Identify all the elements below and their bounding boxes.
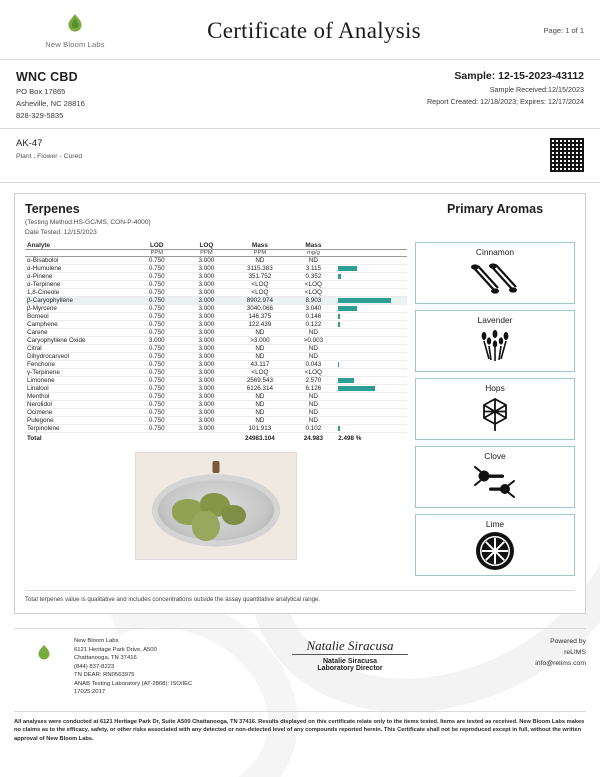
cell-loq: 3.000: [182, 345, 232, 353]
cell-mass-ppm: ND: [231, 393, 288, 401]
cell-lod: 0.750: [132, 425, 182, 433]
table-row: [25, 273, 407, 281]
cell-mass-ppm: ND: [231, 409, 288, 417]
plate-handle: [213, 461, 220, 473]
aroma-name: Clove: [484, 451, 506, 461]
cell-loq: 3.000: [182, 265, 232, 273]
unit-analyte: [25, 250, 132, 257]
cell-bar: [338, 321, 407, 329]
cell-bar: [338, 313, 407, 321]
cell-mass-mgg: 2.570: [289, 377, 339, 385]
cell-mass-mgg: ND: [289, 409, 339, 417]
cell-loq: 3.000: [182, 313, 232, 321]
table-row: [25, 265, 407, 273]
lab-address-1: 6121 Heritage Park Drive, A500: [74, 646, 157, 653]
lab-name: New Bloom Labs: [74, 638, 119, 644]
client-block: [16, 70, 427, 120]
cell-loq: 3.000: [182, 337, 232, 345]
cell-lod: 0.750: [132, 385, 182, 393]
cell-analyte: Ocimene: [25, 409, 132, 417]
cell-mass-ppm: ND: [231, 329, 288, 337]
leaf-icon: [33, 643, 55, 665]
flower-bud: [222, 505, 246, 525]
cell-lod: 0.750: [132, 353, 182, 361]
table-row: [25, 361, 407, 369]
cell-bar: [338, 425, 407, 433]
cell-analyte: Nerolidol: [25, 401, 132, 409]
sample-id: Sample: 12-15-2023-43112: [454, 70, 584, 82]
cell-loq: 3.000: [182, 401, 232, 409]
total-loq: [182, 433, 232, 443]
cell-mass-mgg: ND: [289, 329, 339, 337]
value-bar: [338, 322, 340, 327]
cell-loq: 3.000: [182, 361, 232, 369]
cell-loq: 3.000: [182, 281, 232, 289]
terpenes-date-tested: Date Tested: 12/15/2023: [25, 229, 97, 236]
cell-mass-ppm: 3115.383: [231, 265, 288, 273]
cell-lod: 0.750: [132, 281, 182, 289]
cell-mass-ppm: <LOQ: [231, 289, 288, 297]
table-row: [25, 313, 407, 321]
cell-mass-mgg: ND: [289, 257, 339, 265]
cell-bar: [338, 329, 407, 337]
cell-analyte: Camphene: [25, 321, 132, 329]
value-bar: [338, 386, 375, 391]
aroma-name: Cinnamon: [475, 247, 515, 257]
cell-lod: 0.750: [132, 313, 182, 321]
cell-analyte: Linalool: [25, 385, 132, 393]
cell-mass-ppm: ND: [231, 417, 288, 425]
table-row: [25, 257, 407, 265]
leaf-icon: [62, 12, 88, 38]
client-sample-info: [0, 60, 600, 129]
page-indicator: Page: 1 of 1: [543, 26, 584, 35]
col-loq: LOQ: [182, 242, 232, 250]
cell-mass-ppm: ND: [231, 353, 288, 361]
cell-mass-mgg: ND: [289, 345, 339, 353]
cell-mass-ppm: >3.000: [231, 337, 288, 345]
cell-analyte: β-Myrcene: [25, 305, 132, 313]
cell-lod: 0.750: [132, 417, 182, 425]
page-title: Certificate of Analysis: [207, 17, 421, 43]
cell-bar: [338, 273, 407, 281]
value-bar: [338, 426, 340, 431]
unit-bar: [338, 250, 407, 257]
col-mass-ppm: Mass: [231, 242, 288, 250]
brand-logo: [16, 12, 134, 49]
col-mass-mgg: Mass: [289, 242, 339, 250]
cell-lod: 0.750: [132, 273, 182, 281]
cell-lod: 0.750: [132, 305, 182, 313]
aroma-card: [415, 378, 575, 440]
document-footer: [14, 628, 586, 697]
table-row: [25, 425, 407, 433]
cell-lod: 0.750: [132, 409, 182, 417]
cell-lod: 3.000: [132, 337, 182, 345]
powered-by-email[interactable]: info@relims.com: [535, 659, 586, 667]
total-label: Total: [25, 433, 132, 443]
client-name: WNC CBD: [16, 70, 78, 84]
value-bar: [338, 314, 340, 319]
table-row: [25, 369, 407, 377]
cell-loq: 3.000: [182, 289, 232, 297]
strain-block: [16, 138, 550, 160]
cell-bar: [338, 361, 407, 369]
unit-loq: PPM: [182, 250, 232, 257]
lavender-sprig-icon: [472, 327, 518, 367]
cell-bar: [338, 417, 407, 425]
table-row: [25, 289, 407, 297]
strain-info: [0, 129, 600, 183]
terpenes-title: Terpenes: [25, 202, 80, 216]
cell-analyte: β-Caryophyllene: [25, 297, 132, 305]
aroma-name: Lime: [485, 519, 505, 529]
client-phone: 828-329-5835: [16, 111, 64, 120]
terpenes-table-body: [25, 257, 407, 443]
total-mass-ppm: 24983.104: [231, 433, 288, 443]
cell-analyte: α-Pinene: [25, 273, 132, 281]
cell-lod: 0.750: [132, 369, 182, 377]
total-mass-mgg: 24.983: [289, 433, 339, 443]
cell-mass-ppm: ND: [231, 401, 288, 409]
table-row: [25, 377, 407, 385]
cell-mass-mgg: <LOQ: [289, 281, 339, 289]
table-row: [25, 337, 407, 345]
aroma-card: [415, 242, 575, 304]
table-row: [25, 417, 407, 425]
cell-bar: [338, 377, 407, 385]
cell-loq: 3.000: [182, 353, 232, 361]
table-row: [25, 393, 407, 401]
cell-loq: 3.000: [182, 321, 232, 329]
strain-type: Plant , Flower - Cured: [16, 153, 83, 160]
terpenes-table-wrap: [25, 242, 415, 582]
table-row: [25, 385, 407, 393]
cell-lod: 0.750: [132, 265, 182, 273]
terpenes-footnote: Total terpenes value is qualitative and includes concentrations outside the assay quantitative analytical range.: [25, 590, 575, 603]
clove-bud-icon: [472, 463, 518, 503]
cell-mass-ppm: <LOQ: [231, 281, 288, 289]
cell-mass-mgg: ND: [289, 353, 339, 361]
table-row: [25, 409, 407, 417]
cell-analyte: Citral: [25, 345, 132, 353]
value-bar: [338, 298, 391, 303]
cell-mass-mgg: 0.146: [289, 313, 339, 321]
cell-loq: 3.000: [182, 417, 232, 425]
cell-lod: 0.750: [132, 329, 182, 337]
cell-bar: [338, 281, 407, 289]
cell-bar: [338, 409, 407, 417]
cell-loq: 3.000: [182, 377, 232, 385]
cell-mass-mgg: 8.903: [289, 297, 339, 305]
table-total-row: [25, 433, 407, 443]
cell-loq: 3.000: [182, 393, 232, 401]
cell-analyte: Caryophyllene Oxide: [25, 337, 132, 345]
cell-analyte: Limonene: [25, 377, 132, 385]
cell-mass-mgg: 6.126: [289, 385, 339, 393]
table-row: [25, 297, 407, 305]
terpenes-table: [25, 242, 407, 442]
signature-block: [224, 637, 476, 672]
cell-loq: 3.000: [182, 297, 232, 305]
cell-mass-mgg: <LOQ: [289, 289, 339, 297]
cell-loq: 3.000: [182, 305, 232, 313]
cell-lod: 0.750: [132, 361, 182, 369]
cell-mass-ppm: 6126.314: [231, 385, 288, 393]
cell-mass-ppm: ND: [231, 257, 288, 265]
sample-photo: [135, 452, 297, 560]
cell-mass-mgg: 3.115: [289, 265, 339, 273]
value-bar: [338, 378, 354, 383]
lab-accreditation: ANAB Testing Laboratory (AT-2868): ISO/IEC 17025:2017: [74, 680, 193, 696]
table-header-row: [25, 242, 407, 250]
col-analyte: Analyte: [25, 242, 132, 250]
client-address-2: Asheville, NC 28816: [16, 99, 85, 108]
cell-loq: 3.000: [182, 409, 232, 417]
cell-lod: 0.750: [132, 345, 182, 353]
cell-bar: [338, 385, 407, 393]
table-row: [25, 345, 407, 353]
cell-bar: [338, 345, 407, 353]
signature-image: Natalie Siracusa: [292, 639, 407, 655]
unit-mgg: mg/g: [289, 250, 339, 257]
sample-photo-wrap: [25, 452, 407, 560]
cell-analyte: α-Terpinene: [25, 281, 132, 289]
cell-mass-mgg: 0.043: [289, 361, 339, 369]
cell-lod: 0.750: [132, 321, 182, 329]
terpenes-method: (Testing Method:HS-GC/MS, CON-P-4000): [25, 219, 151, 226]
cell-lod: 0.750: [132, 289, 182, 297]
lime-slice-icon: [474, 531, 516, 571]
cell-bar: [338, 265, 407, 273]
total-percent: 2.498 %: [338, 433, 407, 443]
cell-mass-mgg: ND: [289, 393, 339, 401]
value-bar: [338, 266, 357, 271]
results-panel: [14, 193, 586, 614]
lab-address-2: Chattanooga, TN 37416: [74, 655, 137, 662]
cell-loq: 3.000: [182, 257, 232, 265]
cell-mass-mgg: >0.003: [289, 337, 339, 345]
cell-analyte: Pulegone: [25, 417, 132, 425]
powered-by-label: Powered by: [550, 638, 586, 645]
cell-analyte: γ-Terpinene: [25, 369, 132, 377]
cell-loq: 3.000: [182, 329, 232, 337]
unit-ppm: PPM: [231, 250, 288, 257]
cell-lod: 0.750: [132, 401, 182, 409]
cell-bar: [338, 289, 407, 297]
cell-mass-ppm: 146.375: [231, 313, 288, 321]
cell-bar: [338, 297, 407, 305]
cell-loq: 3.000: [182, 425, 232, 433]
cell-mass-ppm: 351.752: [231, 273, 288, 281]
cell-lod: 0.750: [132, 257, 182, 265]
cell-lod: 0.750: [132, 377, 182, 385]
qr-code[interactable]: [550, 138, 584, 172]
cell-mass-ppm: 8902.974: [231, 297, 288, 305]
cell-lod: 0.750: [132, 297, 182, 305]
sample-received: Sample Received:12/15/2023: [489, 85, 584, 94]
value-bar: [338, 274, 341, 279]
client-address-1: PO Box 17865: [16, 87, 66, 96]
lab-dea-registration: TN DEAR: RN0563975: [74, 672, 135, 679]
cell-mass-ppm: 43.117: [231, 361, 288, 369]
cell-mass-mgg: 3.040: [289, 305, 339, 313]
aroma-name: Hops: [485, 383, 505, 393]
cell-mass-ppm: 3040.066: [231, 305, 288, 313]
strain-name: AK-47: [16, 138, 43, 149]
aroma-card: [415, 446, 575, 508]
cell-mass-mgg: ND: [289, 417, 339, 425]
cell-bar: [338, 353, 407, 361]
cell-mass-mgg: 0.122: [289, 321, 339, 329]
cell-mass-ppm: 2569.543: [231, 377, 288, 385]
sample-block: [427, 70, 584, 120]
cell-bar: [338, 401, 407, 409]
cell-mass-ppm: 101.913: [231, 425, 288, 433]
cell-analyte: Menthol: [25, 393, 132, 401]
lab-phone: (844) 837-8223: [74, 663, 115, 670]
cell-analyte: Borneol: [25, 313, 132, 321]
signer-role: Laboratory Director: [317, 665, 383, 673]
col-bar: [338, 242, 407, 250]
cell-mass-ppm: ND: [231, 345, 288, 353]
cell-analyte: Dihydrocarveol: [25, 353, 132, 361]
cell-analyte: 1,8-Cineole: [25, 289, 132, 297]
flower-bud: [192, 511, 220, 541]
col-lod: LOD: [132, 242, 182, 250]
table-row: [25, 353, 407, 361]
aroma-card-list: [415, 242, 575, 582]
cell-mass-mgg: 0.102: [289, 425, 339, 433]
cell-bar: [338, 337, 407, 345]
signer-name: Natalie Siracusa: [322, 658, 378, 666]
aroma-name: Lavender: [477, 315, 513, 325]
total-lod: [132, 433, 182, 443]
cell-loq: 3.000: [182, 273, 232, 281]
cell-analyte: α-Bisabolol: [25, 257, 132, 265]
aromas-title: Primary Aromas: [446, 202, 544, 216]
table-row: [25, 305, 407, 313]
cell-bar: [338, 369, 407, 377]
unit-lod: PPM: [132, 250, 182, 257]
document-header: [0, 0, 600, 60]
powered-by-name: reLIMS: [564, 648, 586, 656]
cell-analyte: Carene: [25, 329, 132, 337]
cinnamon-sticks-icon: [468, 259, 522, 299]
cell-mass-mgg: ND: [289, 401, 339, 409]
table-row: [25, 401, 407, 409]
brand-name: New Bloom Labs: [45, 40, 105, 49]
aroma-card: [415, 310, 575, 372]
lab-address-block: [74, 637, 224, 697]
table-row: [25, 281, 407, 289]
value-bar: [338, 306, 357, 311]
table-row: [25, 321, 407, 329]
aroma-card: [415, 514, 575, 576]
value-bar: [338, 362, 339, 367]
cell-bar: [338, 305, 407, 313]
sample-report-dates: Report Created: 12/18/2023; Expires: 12/17/2024: [426, 97, 584, 106]
cell-mass-ppm: <LOQ: [231, 369, 288, 377]
legal-disclaimer: All analyses were conducted at 6121 Heritage Park Dr, Suite A500 Chattanooga, TN 37416. Results displayed on this certificate relate only to the items tested. Items are tested as received. New Bloom Labs makes no claims as to the efficacy, safety, or other risks associated with any detected or non-detected level of any compounds reported herein. This Certificate shall not be reproduced except in full, without the written approval of New Bloom Labs.: [14, 711, 586, 744]
cell-lod: 0.750: [132, 393, 182, 401]
footer-logo: [14, 637, 74, 665]
cell-mass-ppm: 122.439: [231, 321, 288, 329]
cell-loq: 3.000: [182, 385, 232, 393]
cell-loq: 3.000: [182, 369, 232, 377]
hops-cone-icon: [475, 395, 515, 435]
cell-bar: [338, 393, 407, 401]
table-row: [25, 329, 407, 337]
cell-mass-mgg: <LOQ: [289, 369, 339, 377]
cell-analyte: Fenchone: [25, 361, 132, 369]
cell-bar: [338, 257, 407, 265]
cell-analyte: Terpinolene: [25, 425, 132, 433]
table-units-row: [25, 250, 407, 257]
cell-mass-mgg: 0.352: [289, 273, 339, 281]
powered-by-block: [476, 637, 586, 670]
cell-analyte: α-Humulene: [25, 265, 132, 273]
